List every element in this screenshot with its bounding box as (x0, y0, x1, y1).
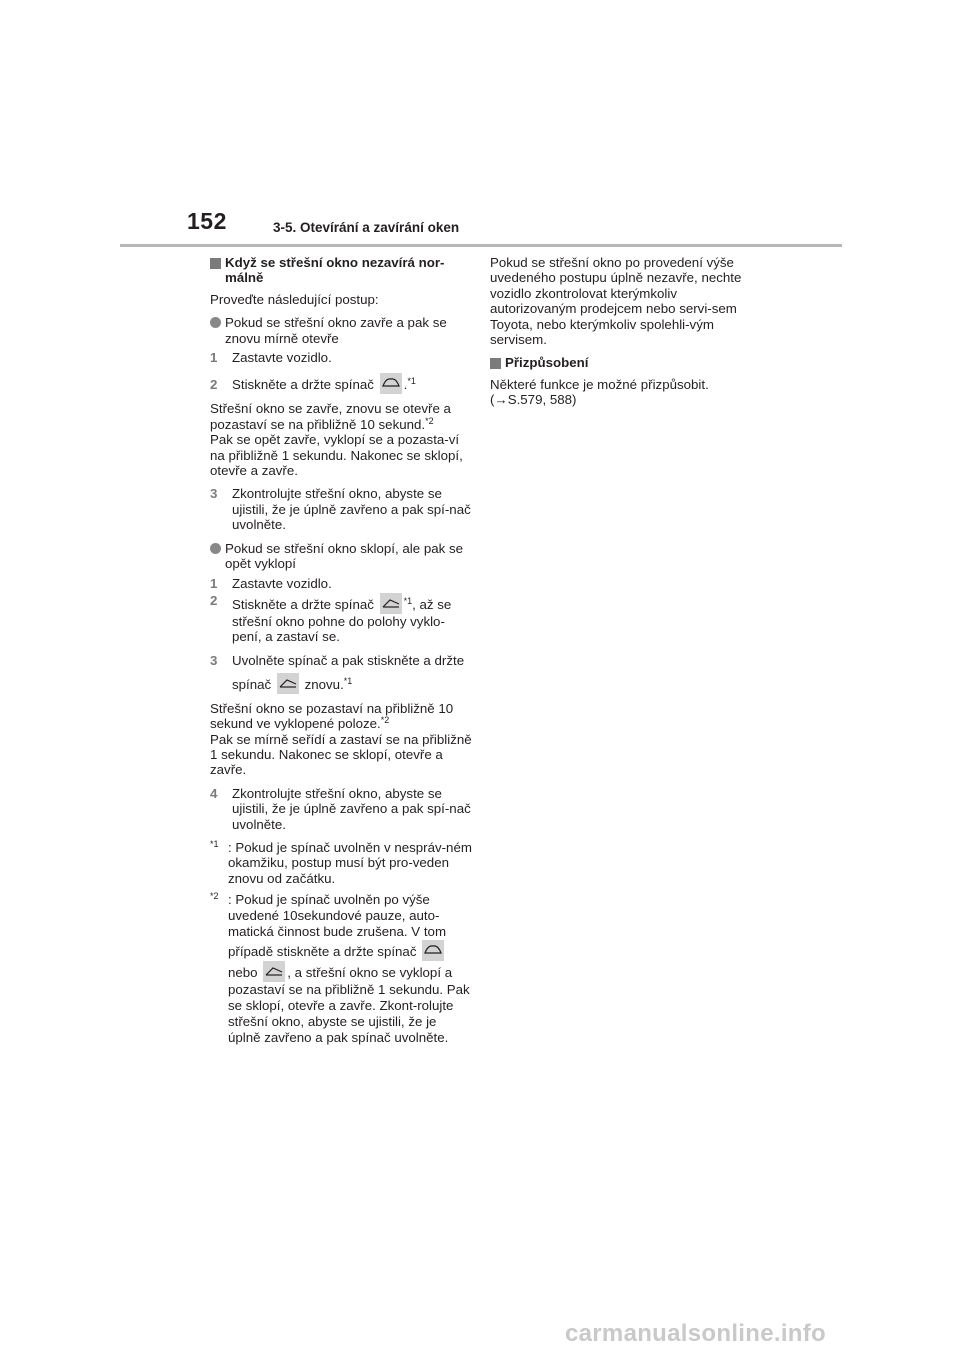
square-bullet-icon (490, 358, 501, 369)
customization-text: Některé funkce je možné přizpůsobit. (490, 376, 709, 392)
heading-customization: Přizpůsobení (490, 355, 755, 370)
page-number: 152 (187, 208, 227, 234)
roof-tilt-open-switch-icon (277, 673, 299, 694)
case1-result-text: Střešní okno se zavře, znovu se otevře a pozastaví se na přibližně 10 sekund.$^{*2}$ (210, 401, 451, 432)
roof-tilt-open-switch-icon (380, 593, 402, 614)
case1-result-text-2: Pak se opět zavře, vyklopí se a pozasta-ví na přibližně 1 sekundu. Nakonec se sklopí, otevře a zavře. (210, 432, 463, 479)
circle-bullet-icon (210, 317, 221, 328)
header-rule (120, 244, 842, 247)
page-header (120, 208, 842, 246)
left-column (210, 255, 472, 1052)
roof-tilt-close-switch-icon (422, 940, 444, 961)
case2-step-3: 3 Uvolněte spínač a pak stiskněte a držte spínač znovu.$^{*1}$ (210, 652, 465, 692)
case2-step-2: 2 Stiskněte a držte spínač $^{*1}$, až se střešní okno pohne do polohy vyklo-pení, a zastaví se. (210, 592, 452, 645)
bullet-case-1: Pokud se střešní okno zavře a pak se znovu mírně otevře (210, 315, 472, 346)
case2-step-1: 1 Zastavte vozidlo. (210, 575, 332, 591)
service-advice-text: Pokud se střešní okno po provedení výše uvedeného postupu úplně nezavře, nechte vozidlo zkontrolovat kterýmkoliv autorizovaným prodejcem nebo servi-sem Toyota, nebo kterýmkoliv spolehli-vým servisem. (490, 255, 742, 348)
watermark: carmanualsonline.info (565, 1320, 827, 1347)
case2-result-text-2: Pak se mírně seřídí a zastaví se na přibližně 1 sekundu. Nakonec se sklopí, otevře a zavře. (210, 731, 472, 778)
roof-tilt-open-switch-icon (263, 961, 285, 982)
right-column (490, 255, 755, 408)
customization-page-ref[interactable]: (→S.579, 588) (490, 392, 577, 408)
circle-bullet-icon (210, 543, 221, 554)
case1-step-3: 3 Zkontrolujte střešní okno, abyste se ujistili, že je úplně zavřeno a pak spí-nač uvolněte. (210, 486, 471, 533)
footnote-2: $^{*2}$ : Pokud je spínač uvolněn po výše uvedené 10sekundové pauze, auto-matická činnost bude zrušena. V tom případě stiskněte a držte spínač nebo , a střešní okno se vyklopí a pozastaví se na přibližně 1 sekundu. Pak se sklopí, otevře a zavře. Zkont-rolujte střešní okno, abyste se ujistili, že je úplně zavřeno a pak spínač uvolněte. (210, 891, 470, 1046)
case1-step-2: 2 Stiskněte a držte spínač .$^{*1}$ (210, 373, 472, 397)
footnote-1: $^{*1}$ : Pokud je spínač uvolněn v nespráv-ném okamžiku, postup musí být pro-veden znovu od začátku. (210, 838, 472, 886)
roof-tilt-close-switch-icon (380, 373, 402, 394)
heading-window-not-closing: Když se střešní okno nezavírá nor- málně (210, 255, 472, 286)
bullet-case-2: Pokud se střešní okno sklopí, ale pak se opět vyklopí (210, 541, 472, 572)
section-title: 3-5. Otevírání a zavírání oken (273, 220, 460, 235)
case2-step-4: 4 Zkontrolujte střešní okno, abyste se ujistili, že je úplně zavřeno a pak spí-nač uvolněte. (210, 785, 471, 832)
case1-step-1: 1 Zastavte vozidlo. (210, 350, 332, 366)
intro-text: Proveďte následující postup: (210, 291, 379, 307)
case2-result-text: Střešní okno se pozastaví na přibližně 10 sekund ve vyklopené poloze.$^{*2}$ (210, 700, 454, 732)
square-bullet-icon (210, 258, 221, 269)
